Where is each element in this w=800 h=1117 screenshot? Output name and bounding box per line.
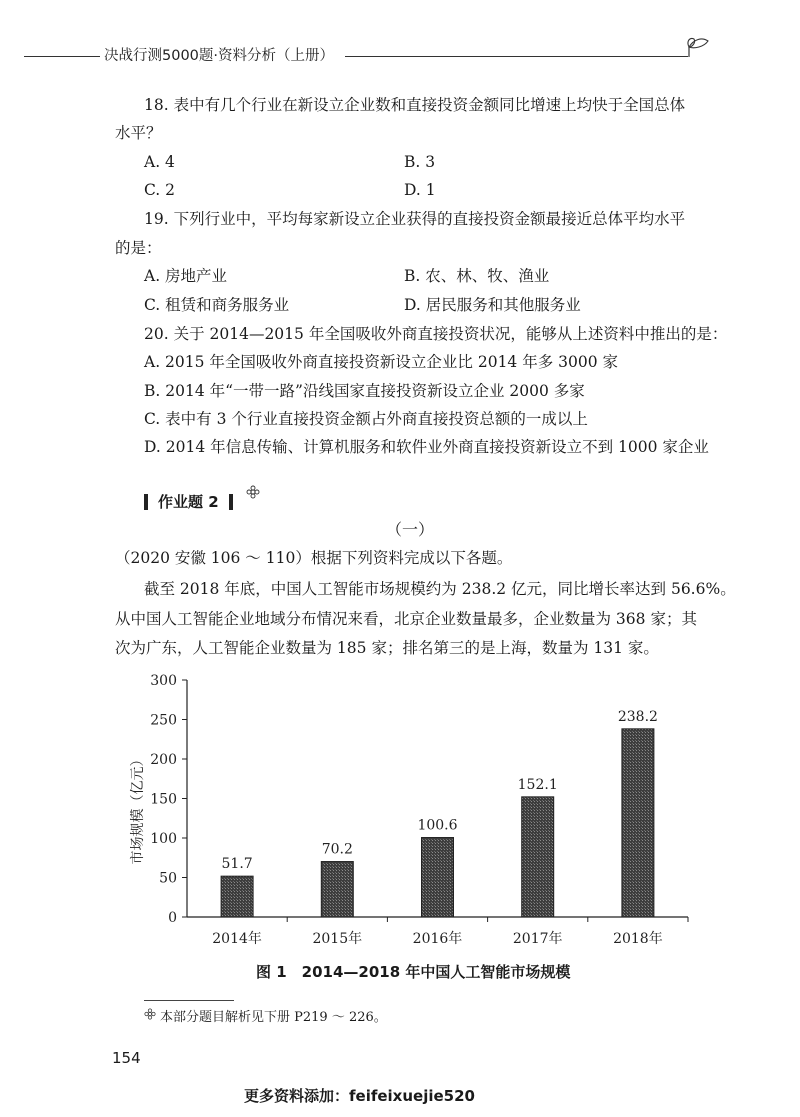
question-18-option-c: C. 2 (144, 181, 176, 199)
question-19-option-a: A. 房地产业 (144, 267, 228, 285)
bar (522, 797, 554, 917)
paragraph-line-2: 从中国人工智能企业地域分布情况来看，北京企业数量最多，企业数量为 368 家；其 (115, 610, 697, 628)
x-tick-label: 2014年 (212, 931, 262, 947)
question-19-stem-line1: 19. 下列行业中，平均每家新设立企业获得的直接投资金额最接近总体平均水平 (144, 210, 686, 228)
question-19-option-d: D. 居民服务和其他服务业 (404, 296, 581, 314)
bar (321, 862, 353, 917)
paragraph-line-3: 次为广东，人工智能企业数量为 185 家；排名第三的是上海，数量为 131 家。 (115, 639, 659, 657)
question-18-option-d: D. 1 (404, 181, 436, 199)
bar-value-label: 152.1 (517, 776, 558, 793)
chart-title: 图 1 2014—2018 年中国人工智能市场规模 (256, 963, 571, 981)
footnote-rule (144, 1000, 234, 1001)
bar-value-label: 51.7 (221, 856, 253, 873)
page-number: 154 (112, 1049, 141, 1067)
bar (221, 876, 253, 917)
question-19-option-c: C. 租赁和商务服务业 (144, 296, 290, 314)
sprout-icon (684, 33, 714, 59)
bar (422, 838, 454, 917)
flower-icon (246, 485, 260, 499)
market-size-bar-chart (0, 660, 800, 960)
y-tick-label: 150 (150, 791, 177, 808)
section-bar-left (144, 494, 148, 510)
x-tick-label: 2018年 (613, 931, 663, 947)
question-20-option-b: B. 2014 年“一带一路”沿线国家直接投资新设立企业 2000 多家 (144, 382, 585, 400)
y-tick-label: 300 (150, 673, 177, 689)
running-header-title: 决战行测5000题·资料分析（上册） (104, 48, 335, 64)
question-20-option-a: A. 2015 年全国吸收外商直接投资新设立企业比 2014 年多 3000 家 (144, 353, 619, 371)
question-20-option-c: C. 表中有 3 个行业直接投资金额占外商直接投资总额的一成以上 (144, 410, 588, 428)
footer-note: 更多资料添加：feifeixuejie520 (244, 1087, 475, 1105)
footnote-text: 本部分题目解析见下册 P219 ～ 226。 (160, 1010, 387, 1025)
header-rule-right (345, 56, 688, 57)
question-19-option-b: B. 农、林、牧、渔业 (404, 267, 550, 285)
x-tick-label: 2015年 (312, 931, 363, 947)
bar-value-label: 100.6 (417, 817, 458, 834)
section-label: 作业题 2 (158, 493, 219, 511)
y-tick-label: 100 (150, 831, 177, 847)
y-axis-label: 市场规模（亿元） (130, 752, 146, 865)
bar-value-label: 238.2 (617, 708, 658, 725)
flower-icon (144, 1008, 156, 1020)
y-tick-label: 50 (159, 870, 177, 887)
source-line: （2020 安徽 106 ～ 110）根据下列资料完成以下各题。 (115, 549, 513, 567)
question-20-stem: 20. 关于 2014—2015 年全国吸收外商直接投资状况，能够从上述资料中推出的是： (144, 325, 728, 343)
section-bar-right (229, 494, 233, 510)
bar-value-label: 70.2 (321, 841, 353, 858)
y-tick-label: 200 (150, 752, 177, 768)
question-18-stem-line2: 水平？ (115, 124, 162, 142)
question-18-stem-line1: 18. 表中有几个行业在新设立企业数和直接投资金额同比增速上均快于全国总体 (144, 96, 686, 114)
y-tick-label: 0 (168, 910, 177, 926)
header-rule-left (24, 56, 100, 57)
x-tick-label: 2016年 (412, 931, 463, 947)
bar (622, 729, 654, 917)
question-20-option-d: D. 2014 年信息传输、计算机服务和软件业外商直接投资新设立不到 1000 家企业 (144, 438, 709, 456)
question-18-option-b: B. 3 (404, 153, 436, 171)
y-tick-label: 250 (150, 712, 177, 729)
sub-heading: （一） (386, 520, 435, 539)
question-18-option-a: A. 4 (144, 153, 175, 171)
question-19-stem-line2: 的是： (115, 239, 162, 257)
paragraph-line-1: 截至 2018 年底，中国人工智能市场规模约为 238.2 亿元，同比增长率达到 56.6%。 (144, 580, 736, 598)
x-tick-label: 2017年 (512, 931, 563, 947)
